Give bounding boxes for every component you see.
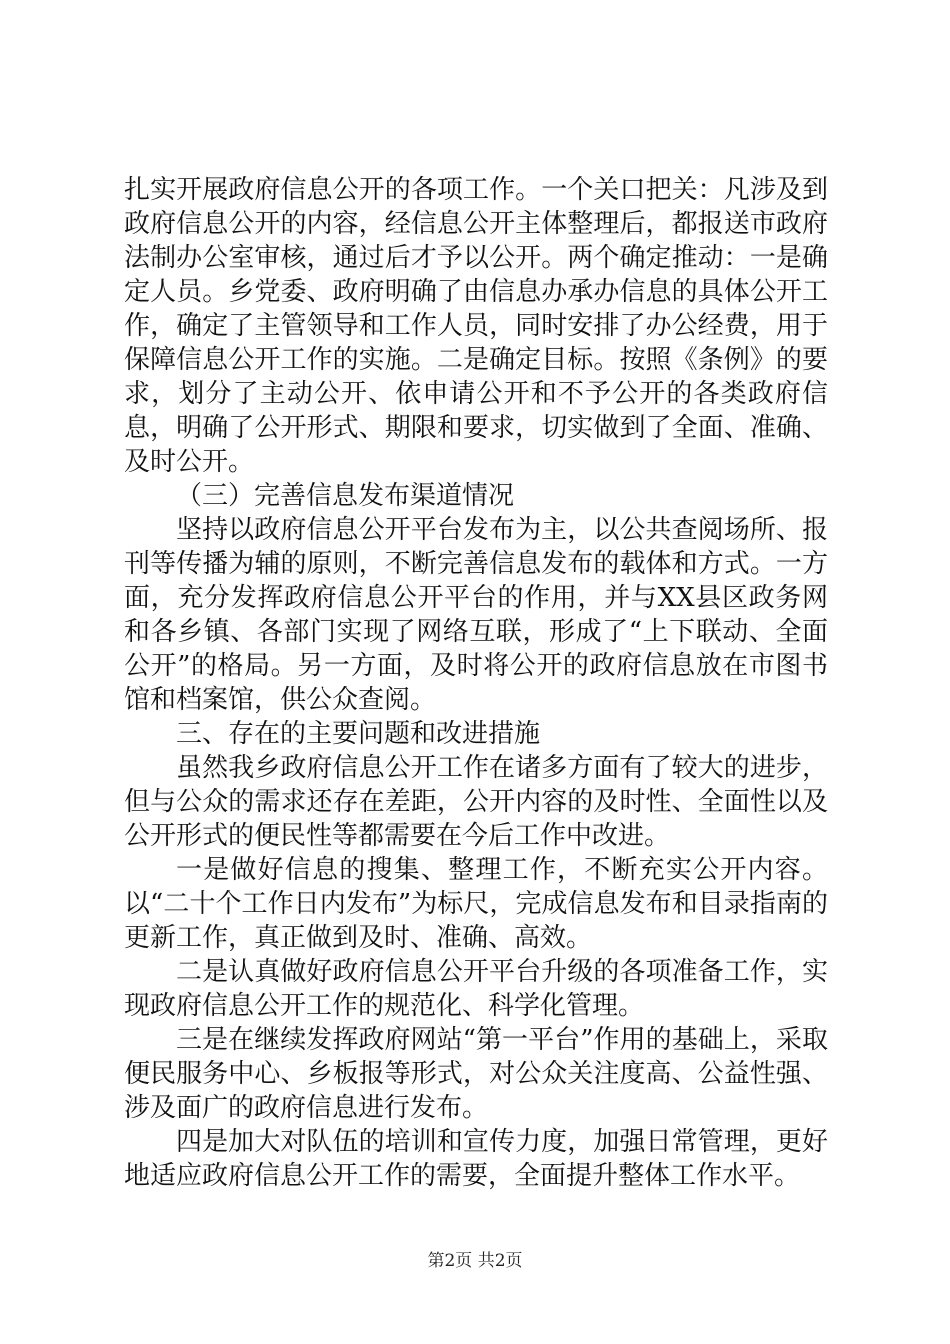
paragraph-measure-4: 四是加大对队伍的培训和宣传力度，加强日常管理，更好地适应政府信息公开工作的需要，全面提升整体工作水平。 bbox=[124, 1127, 828, 1191]
document-body bbox=[124, 173, 828, 1193]
paragraph-channels: 坚持以政府信息公开平台发布为主，以公共查阅场所、报刊等传播为辅的原则，不断完善信息发布的载体和方式。一方面，充分发挥政府信息公开平台的作用，并与XX县区政务网和各乡镇、各部门实现了网络互联，形成了“上下联动、全面公开”的格局。另一方面，及时将公开的政府信息放在市图书馆和档案馆，供公众查阅。 bbox=[124, 515, 828, 715]
page-footer: 第2页 共2页 bbox=[427, 1251, 523, 1271]
paragraph-problems: 虽然我乡政府信息公开工作在诸多方面有了较大的进步，但与公众的需求还存在差距，公开内容的及时性、全面性以及公开形式的便民性等都需要在今后工作中改进。 bbox=[124, 753, 828, 851]
section-heading-problems: 三、存在的主要问题和改进措施 bbox=[176, 719, 541, 749]
section-heading-channels: （三）完善信息发布渠道情况 bbox=[176, 481, 515, 511]
paragraph-measure-1: 一是做好信息的搜集、整理工作，不断充实公开内容。以“二十个工作日内发布”为标尺，完成信息发布和目录指南的更新工作，真正做到及时、准确、高效。 bbox=[124, 855, 828, 953]
paragraph-continuation: 扎实开展政府信息公开的各项工作。一个关口把关：凡涉及到政府信息公开的内容，经信息公开主体整理后，都报送市政府法制办公室审核，通过后才予以公开。两个确定推动：一是确定人员。乡党委、政府明确了由信息办承办信息的具体公开工作，确定了主管领导和工作人员，同时安排了办公经费，用于保障信息公开工作的实施。二是确定目标。按照《条例》的要求，划分了主动公开、依申请公开和不予公开的各类政府信息，明确了公开形式、期限和要求，切实做到了全面、准确、及时公开。 bbox=[124, 175, 828, 477]
paragraph-measure-2: 二是认真做好政府信息公开平台升级的各项准备工作，实现政府信息公开工作的规范化、科学化管理。 bbox=[124, 957, 828, 1021]
paragraph-measure-3: 三是在继续发挥政府网站“第一平台”作用的基础上，采取便民服务中心、乡板报等形式，对公众关注度高、公益性强、涉及面广的政府信息进行发布。 bbox=[124, 1025, 828, 1123]
